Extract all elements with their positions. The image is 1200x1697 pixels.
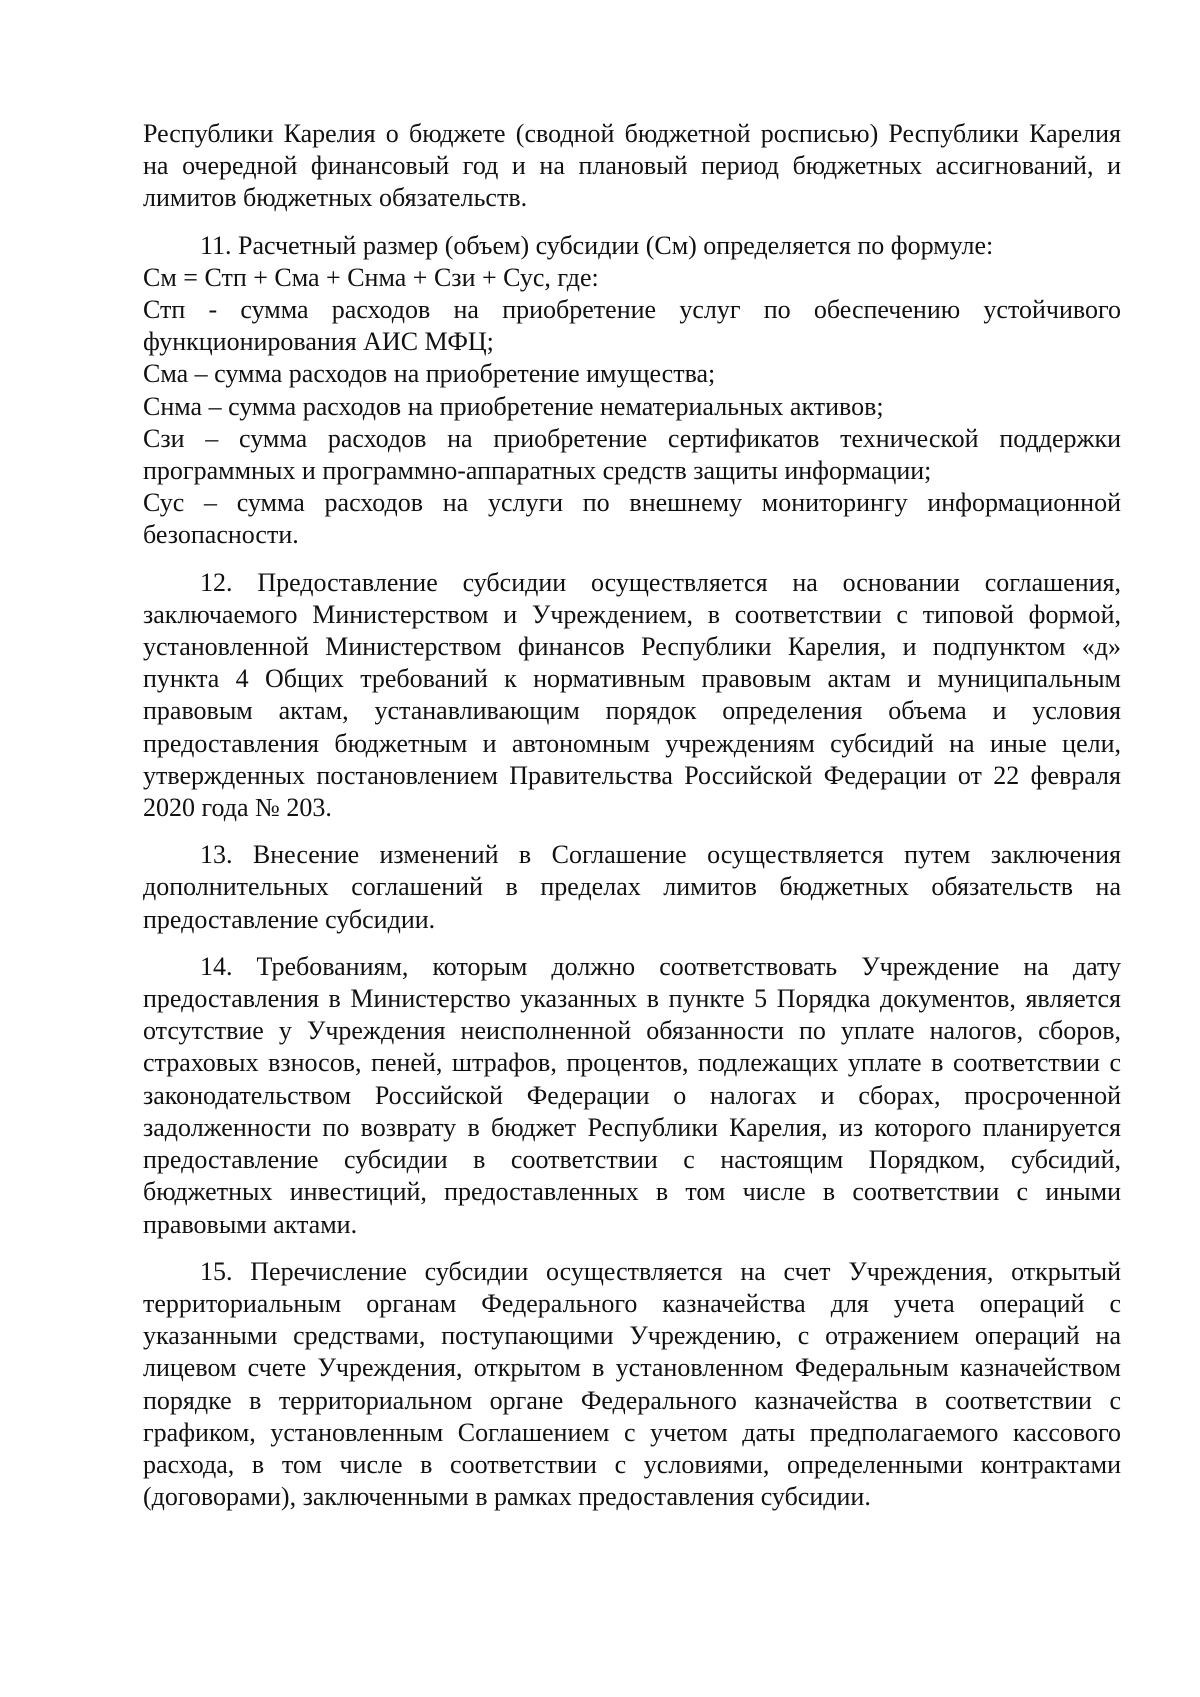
section-11 <box>143 230 1121 552</box>
paragraph-14: 14. Требованиям, которым должно соответствовать Учреждение на дату предоставления в Министерство указанных в пункте 5 Порядка документов, является отсутствие у Учреждения неисполненной обязанности по уплате налогов, сборов, страховых взносов, пеней, штрафов, процентов, подлежащих уплате в соответствии с законодательством Российской Федерации о налогах и сборах, просроченной задолженности по возврату в бюджет Республики Карелия, из которого планируется предоставление субсидии в соответствии с настоящим Порядком, субсидий, бюджетных инвестиций, предоставленных в том числе в соответствии с иными правовыми актами. <box>143 951 1121 1239</box>
paragraph-12: 12. Предоставление субсидии осуществляется на основании соглашения, заключаемого Министерством и Учреждением, в соответствии с типовой формой, установленной Министерством финансов Республики Карелия, и подпунктом «д» пункта 4 Общих требований к нормативным правовым актам и муниципальным правовым актам, устанавливающим порядок определения объема и условия предоставления бюджетным и автономным учреждениям субсидий на иные цели, утвержденных постановлением Правительства Российской Федерации от 22 февраля 2020 года № 203. <box>143 567 1121 823</box>
definition-sus: Сус – сумма расходов на услуги по внешнему мониторингу информационной безопасности. <box>143 488 1121 550</box>
definition-szi: Сзи – сумма расходов на приобретение сертификатов технической поддержки программных и программно-аппаратных средств защиты информации; <box>143 423 1121 486</box>
formula: См = Стп + Сма + Снма + Сзи + Сус, где: <box>143 262 599 292</box>
paragraph-15: 15. Перечисление субсидии осуществляется на счет Учреждения, открытый территориальным органам Федерального казначейства для учета операций с указанными средствами, поступающими Учреждению, с отражением операций на лицевом счете Учреждения, открытом в установленном Федеральным казначейством порядке в территориальном органе Федерального казначейства в соответствии с графиком, установленным Соглашением с учетом даты предполагаемого кассового расхода, в том числе в соответствии с условиями, определенными контрактами (договорами), заключенными в рамках предоставления субсидии. <box>143 1256 1121 1512</box>
paragraph-11-lead: 11. Расчетный размер (объем) субсидии (См) определяется по формуле: <box>200 230 994 260</box>
definition-snma: Снма – сумма расходов на приобретение нематериальных активов; <box>143 391 884 421</box>
paragraph-intro: Республики Карелия о бюджете (сводной бюджетной росписью) Республики Карелия на очередной финансовый год и на плановый период бюджетных ассигнований, и лимитов бюджетных обязательств. <box>143 119 1121 213</box>
paragraph-13: 13. Внесение изменений в Соглашение осуществляется путем заключения дополнительных соглашений в пределах лимитов бюджетных обязательств на предоставление субсидии. <box>143 840 1121 934</box>
document-page <box>143 118 1121 1513</box>
definition-stp: Стп - сумма расходов на приобретение услуг по обеспечению устойчивого функционирования АИС МФЦ; <box>143 295 1121 357</box>
definition-sma: Сма – сумма расходов на приобретение имущества; <box>143 359 716 389</box>
